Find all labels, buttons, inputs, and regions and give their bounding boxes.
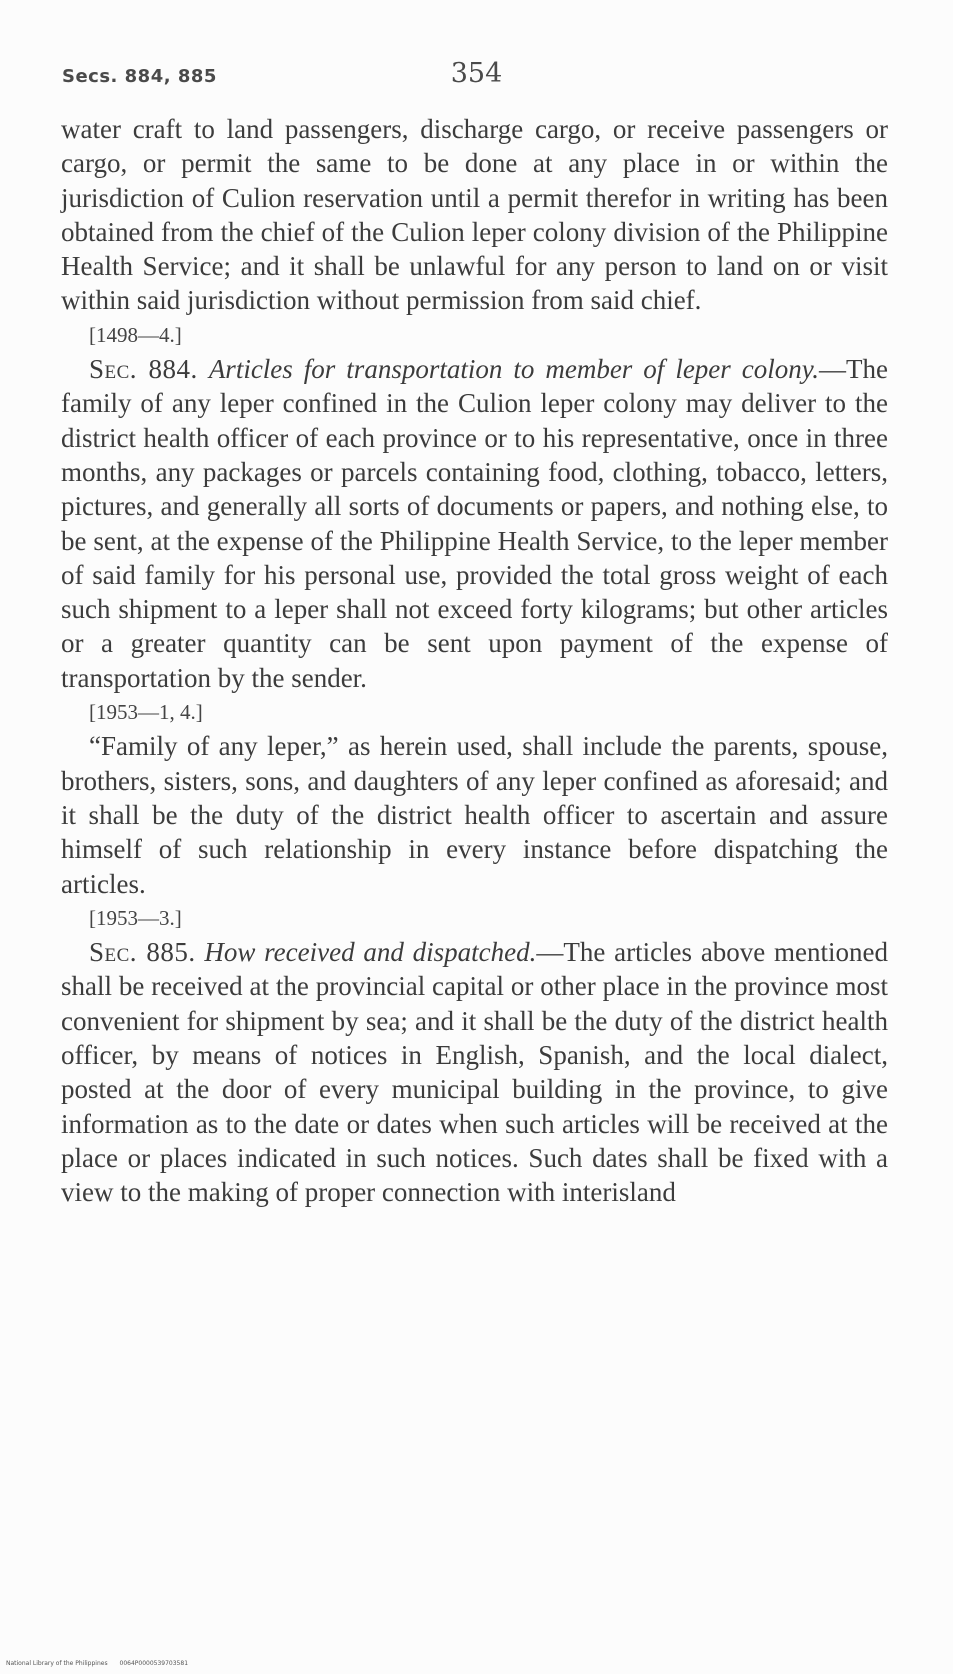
page-footer (6, 1660, 198, 1667)
footer-library: National Library of the Philippines (6, 1660, 108, 1667)
section-reference: Secs. 884, 885 (62, 66, 217, 87)
section-885-label: Sec. 885. (89, 937, 196, 968)
page-number: 354 (450, 58, 503, 89)
section-884-text: —The family of any leper confined in the Culion leper colony may deliver to the district health officer of each province or to his representative, once in three months, any packages or parcels containing food, clothing, tobacco, letters, pictures, and generally all sorts of documents or papers, and nothing else, to be sent, at the expense of the Philippine Health Service, to the leper member of said family for his personal use, provided the total gross weight of each such shipment to a leper shall not exceed forty kilograms; but other articles or a greater quantity can be sent upon payment of the expense of transportation by the sender. (61, 354, 889, 693)
citation-1498: [1498—4.] (89, 322, 182, 347)
section-884 (61, 352, 888, 695)
footer-id: 0064P0000539703581 (119, 1660, 189, 1667)
paragraph-continuation: water craft to land passengers, discharge cargo, or receive passengers or cargo, or permit the same to be done at any place in or within the jurisdiction of Culion reservation until a permit therefor in writing has been obtained from the chief of the Culion leper colony division of the Philippine Health Service; and it shall be unlawful for any person to land on or visit within said jurisdiction without permission from said chief. (61, 114, 888, 316)
page-body (61, 112, 888, 1210)
section-884-label: Sec. 884. (89, 354, 198, 385)
page-header (0, 56, 953, 96)
citation-1953-3: [1953—3.] (89, 905, 182, 930)
section-884-title: Articles for transportation to member of leper colony. (208, 354, 820, 385)
section-885-text: —The articles above mentioned shall be received at the provincial capital or other place in the province most convenient for shipment by sea; and it shall be the duty of the district health officer, by means of notices in English, Spanish, and the local dialect, posted at the door of every municipal building in the province, to give information as to the date or dates when such articles will be received at the place or places indicated in such notices. Such dates shall be fixed with a view to the making of proper connection with interisland (61, 937, 889, 1208)
paragraph-family-definition: “Family of any leper,” as herein used, shall include the parents, spouse, brothers, sisters, sons, and daughters of any leper confined as aforesaid; and it shall be the duty of the district health officer to ascertain and assure himself of such relationship in every instance before dispatching the articles. (61, 731, 888, 899)
section-885 (61, 935, 888, 1209)
section-885-title: How received and dispatched. (204, 937, 537, 968)
citation-1953-1-4: [1953—1, 4.] (89, 700, 203, 725)
